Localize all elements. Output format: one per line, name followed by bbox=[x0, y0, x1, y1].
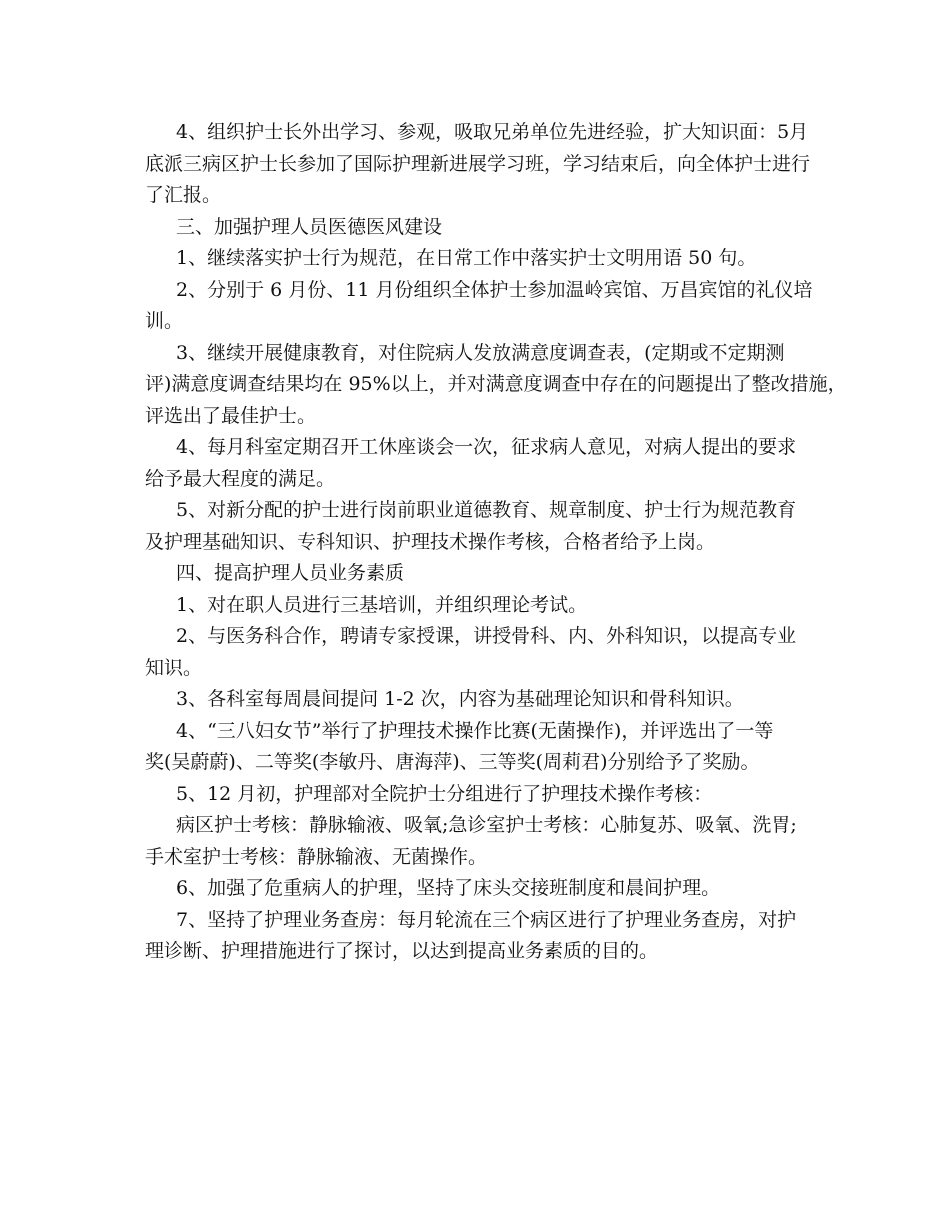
text-line: 底派三病区护士长参加了国际护理新进展学习班，学习结束后，向全体护士进行 bbox=[145, 152, 811, 175]
paragraph bbox=[145, 275, 815, 338]
text-line: 6、加强了危重病人的护理，坚持了床头交接班制度和晨间护理。 bbox=[176, 877, 721, 899]
text-line: 理诊断、护理措施进行了探讨，以达到提高业务素质的目的。 bbox=[145, 940, 659, 962]
paragraph bbox=[145, 779, 815, 811]
text-line: 奖(吴蔚蔚)、二等奖(李敏丹、唐海萍)、三等奖(周莉君)分别给予了奖励。 bbox=[145, 751, 760, 773]
text-line: 3、继续开展健康教育，对住院病人发放满意度调查表，(定期或不定期测 bbox=[176, 341, 785, 364]
paragraph bbox=[145, 873, 815, 905]
paragraph bbox=[145, 212, 815, 244]
text-line: 2、与医务科合作，聘请专家授课，讲授骨科、内、外科知识，以提高专业 bbox=[176, 625, 797, 647]
text-line: 5、对新分配的护士进行岗前职业道德教育、规章制度、护士行为规范教育 bbox=[176, 499, 797, 521]
document-body bbox=[145, 117, 847, 968]
text-line: 2、分别于 6 月份、11 月份组织全体护士参加温岭宾馆、万昌宾馆的礼仪培 bbox=[176, 278, 813, 301]
text-line: 了汇报。 bbox=[145, 184, 222, 206]
text-line: 病区护士考核：静脉输液、吸氧;急诊室护士考核：心肺复苏、吸氧、洗胃; bbox=[176, 814, 797, 836]
paragraph bbox=[145, 338, 847, 433]
text-line: 1、继续落实护士行为规范，在日常工作中落实护士文明用语 50 句。 bbox=[176, 247, 757, 269]
text-line: 知识。 bbox=[145, 656, 203, 679]
paragraph bbox=[145, 432, 815, 495]
paragraph bbox=[145, 495, 815, 558]
paragraph bbox=[145, 243, 815, 275]
text-line: 训。 bbox=[145, 310, 184, 332]
paragraph bbox=[145, 905, 815, 968]
text-line: 评选出了最佳护士。 bbox=[145, 404, 317, 427]
text-line: 及护理基础知识、专科知识、护理技术操作考核，合格者给予上岗。 bbox=[145, 530, 716, 553]
paragraph bbox=[145, 716, 815, 779]
paragraph bbox=[145, 621, 815, 684]
text-line: 评)满意度调查结果均在 95%以上，并对满意度调查中存在的问题提出了整改措施， bbox=[145, 373, 847, 395]
text-line: 4、“三八妇女节”举行了护理技术操作比赛(无菌操作)，并评选出了一等 bbox=[176, 719, 774, 742]
text-line: 4、每月科室定期召开工休座谈会一次，征求病人意见，对病人提出的要求 bbox=[176, 436, 797, 458]
paragraph bbox=[145, 810, 815, 873]
text-line: 给予最大程度的满足。 bbox=[145, 467, 336, 490]
text-line: 7、坚持了护理业务查房：每月轮流在三个病区进行了护理业务查房，对护 bbox=[176, 908, 797, 931]
text-line: 三、加强护理人员医德医风建设 bbox=[176, 215, 443, 238]
text-line: 四、提高护理人员业务素质 bbox=[176, 562, 405, 584]
text-line: 3、各科室每周晨间提问 1-2 次，内容为基础理论知识和骨科知识。 bbox=[176, 688, 744, 710]
text-line: 手术室护士考核：静脉输液、无菌操作。 bbox=[145, 845, 488, 868]
paragraph bbox=[145, 684, 815, 716]
paragraph bbox=[145, 590, 815, 622]
paragraph bbox=[145, 558, 815, 590]
text-line: 1、对在职人员进行三基培训，并组织理论考试。 bbox=[176, 593, 588, 616]
text-line: 5、12 月初，护理部对全院护士分组进行了护理技术操作考核： bbox=[176, 782, 713, 805]
text-line: 4、组织护士长外出学习、参观，吸取兄弟单位先进经验，扩大知识面：5月 bbox=[176, 121, 809, 143]
paragraph bbox=[145, 117, 815, 212]
